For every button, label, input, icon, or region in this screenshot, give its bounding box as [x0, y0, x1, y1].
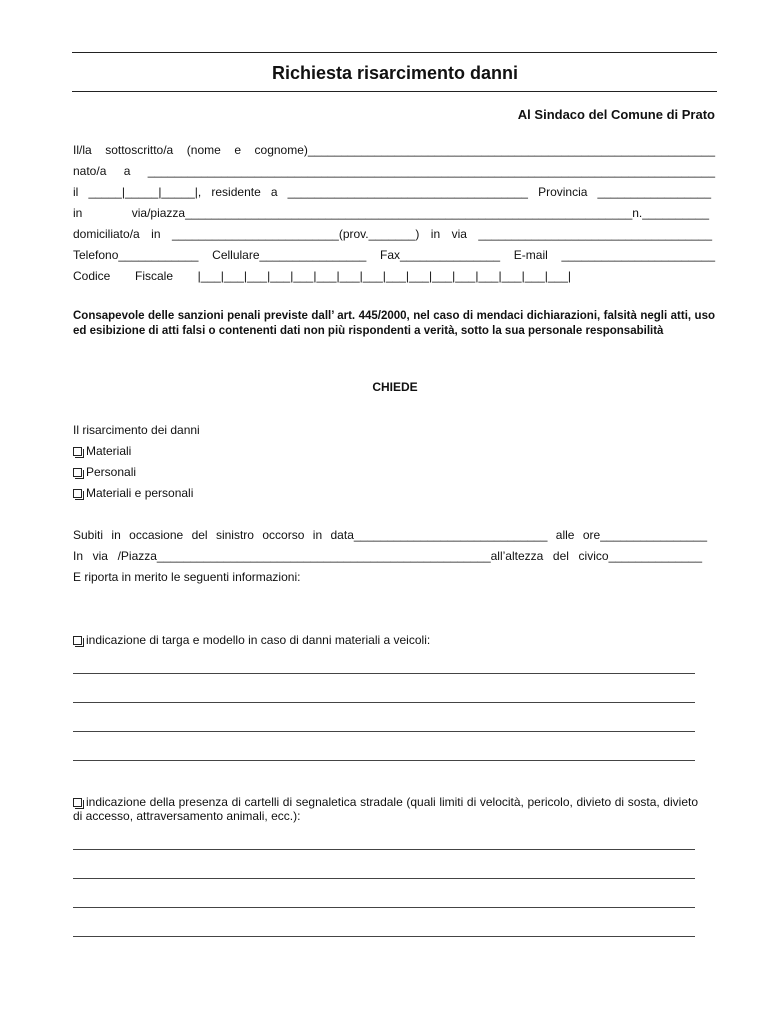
field-domicilio[interactable]: domiciliato/a in _________________________(prov._______) in via ___________________________________	[73, 227, 712, 241]
option-materiali[interactable]	[73, 444, 131, 458]
answer-line[interactable]	[73, 907, 695, 908]
chiede-heading: CHIEDE	[372, 380, 418, 394]
field-via-piazza[interactable]: in via/piazza___________________________________________________________________n.__________	[73, 206, 709, 220]
answer-line[interactable]	[73, 849, 695, 850]
section-targa[interactable]	[73, 633, 430, 647]
checkbox-icon[interactable]	[73, 468, 82, 477]
answer-line[interactable]	[73, 878, 695, 879]
option-label: Materiali e personali	[86, 486, 194, 500]
field-data-ora-sinistro[interactable]: Subiti in occasione del sinistro occorso in data_____________________________ alle ore________________	[73, 528, 707, 542]
declaration-text: Consapevole delle sanzioni penali previste dall’ art. 445/2000, nel caso di mendaci dichiarazioni, falsità negli atti, uso ed esibizione di atti falsi o contenenti dati non più rispondenti a verità, sotto la sua personale responsabilità	[73, 310, 715, 337]
option-personali[interactable]	[73, 465, 136, 479]
title-rule	[72, 91, 717, 92]
field-luogo-sinistro[interactable]: In via /Piazza__________________________________________________all’altezza del civico______________	[73, 549, 702, 563]
checkbox-icon[interactable]	[73, 798, 82, 807]
field-nome-cognome[interactable]: Il/la sottoscritto/a (nome e cognome)_____________________________________________________________	[73, 143, 715, 157]
answer-line[interactable]	[73, 702, 695, 703]
answer-line[interactable]	[73, 673, 695, 674]
section-targa-label: indicazione di targa e modello in caso di danni materiali a veicoli:	[86, 633, 431, 647]
answer-line[interactable]	[73, 936, 695, 937]
page-title: Richiesta risarcimento danni	[271, 63, 519, 83]
section-segnaletica-label: indicazione della presenza di cartelli di segnaletica stradale (quali limiti di velocità, pericolo, divieto di sosta, divieto di accesso, attraversamento animali, ecc.):	[73, 795, 698, 823]
field-contatti[interactable]: Telefono____________ Cellulare________________ Fax_______________ E-mail _______________________	[73, 248, 715, 262]
field-codice-fiscale[interactable]: Codice Fiscale |___|___|___|___|___|___|___|___|___|___|___|___|___|___|___|___|	[73, 269, 571, 283]
option-materiali-personali[interactable]	[73, 486, 193, 500]
option-label: Personali	[86, 465, 137, 479]
top-rule	[72, 52, 717, 53]
informazioni-intro: E riporta in merito le seguenti informazioni:	[73, 570, 301, 584]
answer-line[interactable]	[73, 731, 695, 732]
addressee: Al Sindaco del Comune di Prato	[517, 107, 715, 122]
answer-line[interactable]	[73, 760, 695, 761]
option-label: Materiali	[86, 444, 132, 458]
checkbox-icon[interactable]	[73, 636, 82, 645]
checkbox-icon[interactable]	[73, 447, 82, 456]
field-data-residenza[interactable]: il _____|_____|_____|, residente a ____________________________________ Provincia _________________	[73, 185, 711, 199]
request-intro: Il risarcimento dei danni	[73, 423, 200, 437]
checkbox-icon[interactable]	[73, 489, 82, 498]
section-segnaletica[interactable]	[73, 795, 698, 823]
field-luogo-nascita[interactable]: nato/a a _____________________________________________________________________________________	[73, 164, 715, 178]
